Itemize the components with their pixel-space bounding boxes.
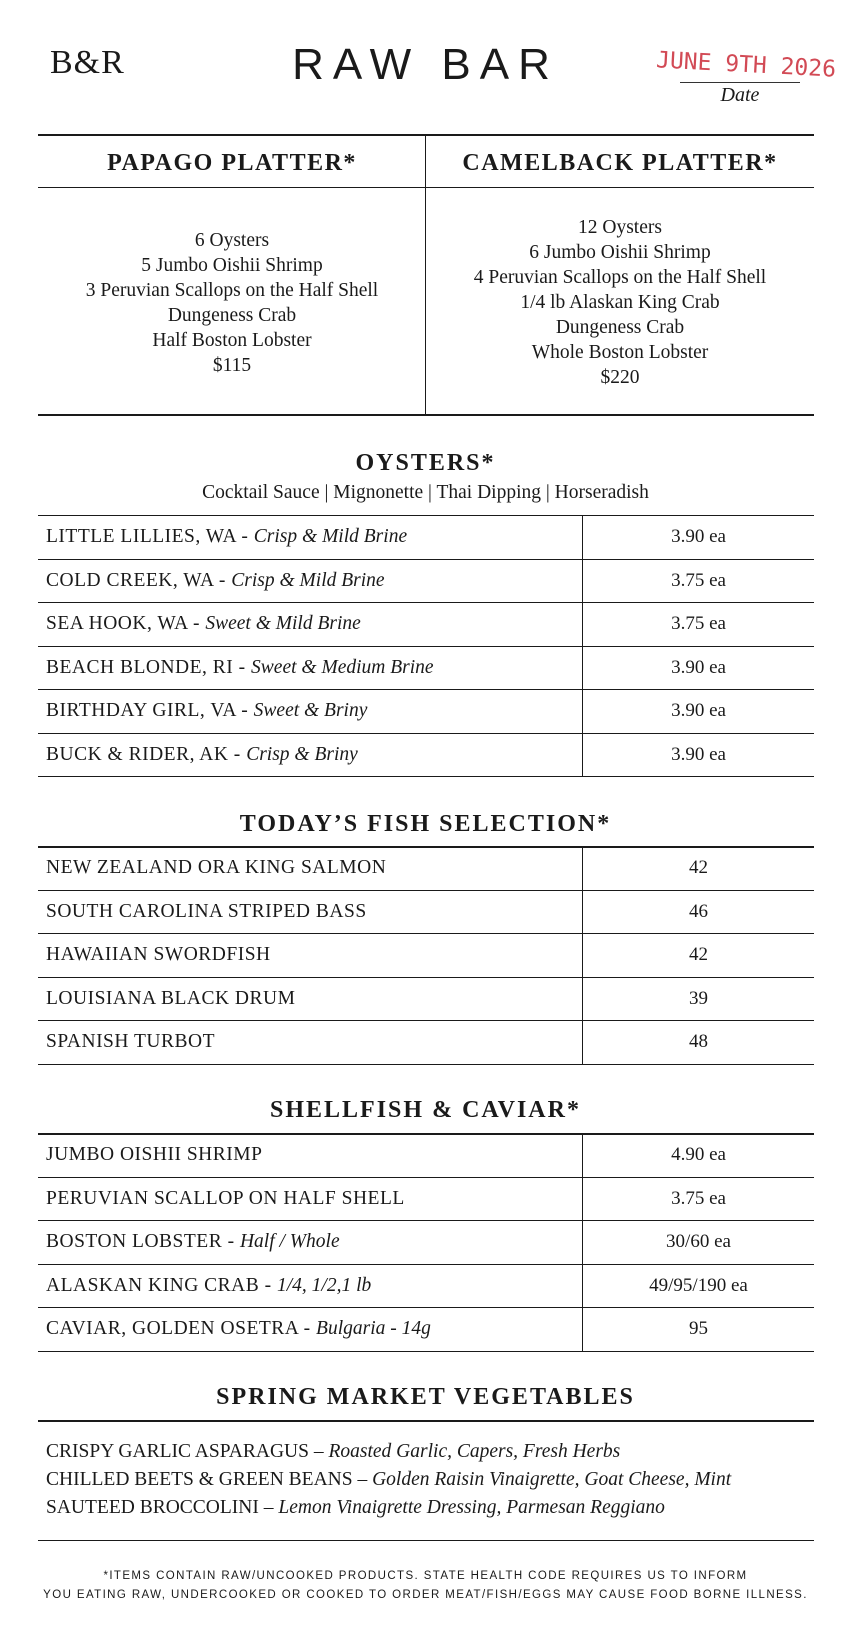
item-price: 46	[582, 891, 814, 934]
vegetable-item	[46, 1494, 731, 1522]
platter-item: 4 Peruvian Scallops on the Half Shell	[473, 267, 767, 288]
item-price: 3.90 ea	[582, 516, 814, 559]
item-title: BUCK & RIDER, AK -	[46, 743, 247, 765]
disclaimer-line-1: *ITEMS CONTAIN RAW/UNCOOKED PRODUCTS. STATE HEALTH CODE REQUIRES US TO INFORM	[103, 1570, 748, 1582]
item-name	[38, 1144, 262, 1166]
platter-item: 3 Peruvian Scallops on the Half Shell	[85, 280, 379, 301]
item-price: 3.75 ea	[582, 603, 814, 646]
table-row	[38, 891, 814, 935]
item-price: 3.75 ea	[582, 560, 814, 603]
platter-items-camelback	[426, 215, 814, 390]
item-name	[38, 901, 367, 923]
platter-item: 6 Oysters	[194, 230, 270, 251]
item-price: 3.75 ea	[582, 1178, 814, 1221]
item-price: 3.90 ea	[582, 690, 814, 733]
table-row	[38, 1134, 814, 1178]
health-disclaimer	[0, 1567, 851, 1605]
item-name	[38, 613, 361, 635]
item-title: NEW ZEALAND ORA KING SALMON	[46, 857, 387, 879]
item-name	[38, 1188, 405, 1210]
item-name	[38, 1275, 371, 1297]
platter-item: 5 Jumbo Oishii Shrimp	[141, 255, 323, 276]
item-description: Sweet & Briny	[253, 700, 368, 722]
item-description: 1/4, 1/2,1 lb	[277, 1274, 372, 1296]
item-name	[38, 526, 407, 548]
item-price: 95	[582, 1308, 814, 1351]
item-name	[38, 1031, 215, 1053]
table-row	[38, 560, 814, 604]
table-row	[38, 1178, 814, 1222]
table-row	[38, 603, 814, 647]
vegetable-name: SAUTEED BROCCOLINI –	[46, 1497, 279, 1518]
oysters-table	[38, 516, 814, 777]
fish-table	[38, 847, 814, 1065]
item-description: Bulgaria - 14g	[316, 1318, 431, 1340]
vegetable-description: Roasted Garlic, Capers, Fresh Herbs	[328, 1441, 621, 1462]
platter-title-papago: PAPAGO PLATTER*	[107, 150, 357, 176]
vegetables-list	[46, 1438, 731, 1522]
item-description: Half / Whole	[239, 1231, 340, 1253]
platter-price: $220	[600, 367, 640, 388]
item-name	[38, 657, 434, 679]
item-name	[38, 1318, 431, 1340]
divider	[38, 1540, 814, 1541]
section-title-vegetables: SPRING MARKET VEGETABLES	[216, 1384, 635, 1410]
item-title: PERUVIAN SCALLOP ON HALF SHELL	[46, 1187, 405, 1209]
shellfish-table	[38, 1134, 814, 1352]
item-title: SOUTH CAROLINA STRIPED BASS	[46, 900, 367, 922]
vegetable-name: CHILLED BEETS & GREEN BEANS –	[46, 1469, 373, 1490]
item-title: ALASKAN KING CRAB -	[46, 1274, 278, 1296]
table-row	[38, 1265, 814, 1309]
item-title: CAVIAR, GOLDEN OSETRA -	[46, 1318, 317, 1340]
item-title: SPANISH TURBOT	[46, 1031, 216, 1053]
vegetable-item	[46, 1466, 731, 1494]
item-price: 39	[582, 978, 814, 1021]
item-price: 3.90 ea	[582, 647, 814, 690]
item-price: 42	[582, 847, 814, 890]
menu-header	[0, 0, 851, 135]
platter-title-camelback: CAMELBACK PLATTER*	[462, 150, 778, 176]
item-title: HAWAIIAN SWORDFISH	[46, 944, 271, 966]
platter-item: Dungeness Crab	[555, 317, 685, 338]
sauce-list: Cocktail Sauce | Mignonette | Thai Dipping | Horseradish	[202, 482, 649, 503]
platter-item: Half Boston Lobster	[152, 330, 312, 351]
table-row	[38, 690, 814, 734]
table-row	[38, 934, 814, 978]
table-row	[38, 1021, 814, 1065]
item-description: Sweet & Mild Brine	[205, 613, 361, 635]
platter-item: Whole Boston Lobster	[531, 342, 709, 363]
platter-item: 1/4 lb Alaskan King Crab	[520, 292, 720, 313]
item-price: 48	[582, 1021, 814, 1064]
logo: B&R	[50, 44, 125, 81]
divider	[38, 187, 814, 188]
table-row	[38, 978, 814, 1022]
item-title: LITTLE LILLIES, WA -	[46, 526, 254, 548]
item-description: Crisp & Mild Brine	[231, 569, 385, 591]
item-name	[38, 944, 271, 966]
platter-items-papago	[38, 228, 426, 378]
date-underline	[680, 82, 800, 83]
table-row	[38, 1221, 814, 1265]
vegetable-description: Golden Raisin Vinaigrette, Goat Cheese, Mint	[372, 1469, 732, 1490]
item-title: JUMBO OISHII SHRIMP	[46, 1144, 263, 1166]
item-name	[38, 700, 367, 722]
platter-item: 6 Jumbo Oishii Shrimp	[529, 242, 711, 263]
item-title: BIRTHDAY GIRL, VA -	[46, 700, 254, 722]
item-price: 4.90 ea	[582, 1134, 814, 1177]
table-row	[38, 847, 814, 891]
item-description: Sweet & Medium Brine	[251, 656, 434, 678]
item-title: BOSTON LOBSTER -	[46, 1231, 240, 1253]
platter-price: $115	[212, 355, 252, 376]
item-description: Crisp & Mild Brine	[253, 526, 408, 548]
table-row	[38, 734, 814, 778]
platter-item: 12 Oysters	[578, 217, 662, 238]
date-label: Date	[720, 84, 760, 106]
divider	[38, 414, 814, 416]
item-description: Crisp & Briny	[246, 743, 358, 765]
item-name	[38, 857, 386, 879]
table-row	[38, 516, 814, 560]
divider	[38, 134, 814, 136]
section-title-oysters: OYSTERS*	[355, 450, 496, 476]
section-title-shellfish: SHELLFISH & CAVIAR*	[270, 1097, 581, 1123]
item-title: SEA HOOK, WA -	[46, 613, 206, 635]
page-title: RAW BAR	[292, 40, 559, 89]
item-name	[38, 744, 358, 766]
item-title: COLD CREEK, WA -	[46, 569, 232, 591]
item-title: BEACH BLONDE, RI -	[46, 656, 252, 678]
date-stamp: JUNE 9TH 2026	[655, 47, 837, 83]
vegetable-item	[46, 1438, 731, 1466]
table-row	[38, 1308, 814, 1352]
item-price: 3.90 ea	[582, 734, 814, 777]
platter-item: Dungeness Crab	[167, 305, 297, 326]
item-title: LOUISIANA BLACK DRUM	[46, 987, 296, 1009]
table-row	[38, 647, 814, 691]
section-title-fish: TODAY’S FISH SELECTION*	[239, 811, 612, 837]
divider	[38, 1420, 814, 1422]
item-name	[38, 1231, 340, 1253]
vegetable-description: Lemon Vinaigrette Dressing, Parmesan Reggiano	[278, 1497, 665, 1518]
disclaimer-line-2: YOU EATING RAW, UNDERCOOKED OR COOKED TO ORDER MEAT/FISH/EGGS MAY CAUSE FOOD BORNE ILLNESS.	[43, 1589, 808, 1601]
item-price: 42	[582, 934, 814, 977]
item-price: 30/60 ea	[582, 1221, 814, 1264]
item-name	[38, 988, 295, 1010]
item-price: 49/95/190 ea	[582, 1265, 814, 1308]
vegetable-name: CRISPY GARLIC ASPARAGUS –	[46, 1441, 329, 1462]
item-name	[38, 570, 385, 592]
